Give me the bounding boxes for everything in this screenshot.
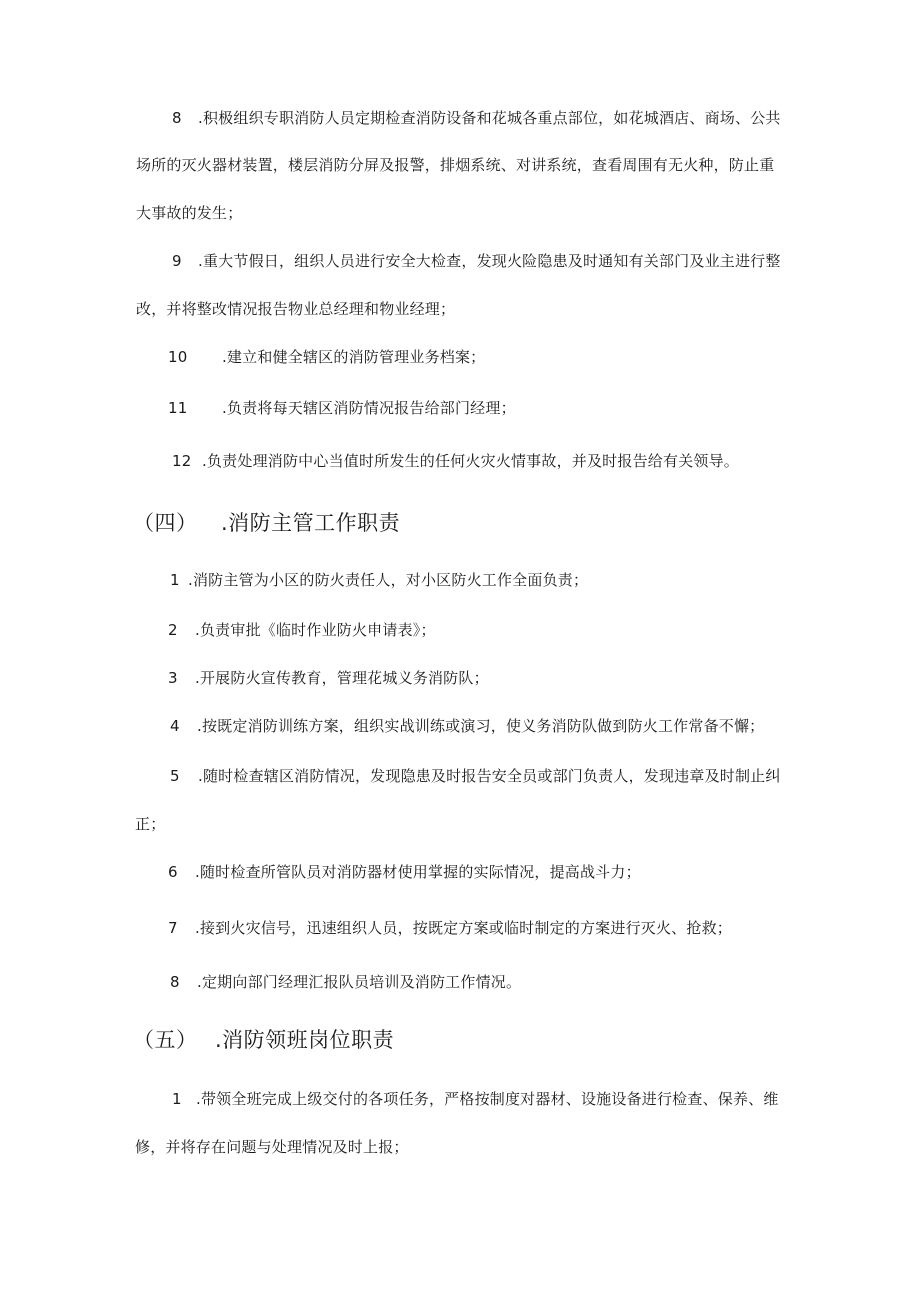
item-number: 1 bbox=[172, 1090, 182, 1108]
item-text: 修，并将存在问题与处理情况及时上报； bbox=[135, 1138, 409, 1156]
item-9-line-1 bbox=[172, 251, 781, 271]
s4-item-7 bbox=[168, 918, 732, 938]
section-5-heading bbox=[133, 1026, 394, 1054]
item-number: 3 bbox=[168, 669, 178, 687]
item-text: .负责处理消防中心当值时所发生的任何火灾火情事故，并及时报告给有关领导。 bbox=[202, 452, 739, 470]
item-number: 8 bbox=[172, 109, 182, 127]
item-number: 7 bbox=[168, 919, 178, 937]
item-number: 8 bbox=[170, 973, 180, 991]
item-text: 改，并将整改情况报告物业总经理和物业经理； bbox=[136, 300, 456, 318]
item-number: 11 bbox=[168, 399, 188, 417]
heading-title: .消防主管工作职责 bbox=[221, 511, 401, 535]
item-text: 大事故的发生； bbox=[136, 204, 243, 222]
s4-item-1 bbox=[170, 570, 588, 590]
item-8-line-3 bbox=[136, 203, 242, 223]
item-12-line-1 bbox=[172, 451, 739, 471]
item-10-line-1 bbox=[168, 347, 485, 367]
item-8-line-1 bbox=[172, 108, 781, 128]
item-text: .接到火灾信号，迅速组织人员，按既定方案或临时制定的方案进行灭火、抢救； bbox=[195, 919, 732, 937]
item-text: .负责审批《临时作业防火申请表》； bbox=[195, 621, 436, 639]
s4-item-8 bbox=[170, 972, 521, 992]
item-text: .按既定消防训练方案，组织实战训练或演习，使义务消防队做到防火工作常备不懈； bbox=[197, 717, 765, 735]
item-number: 5 bbox=[170, 767, 180, 785]
heading-number: （四） bbox=[133, 511, 198, 535]
item-number: 12 bbox=[172, 452, 192, 470]
item-text: .积极组织专职消防人员定期检查消防设备和花城各重点部位，如花城酒店、商场、公共 bbox=[198, 109, 781, 127]
item-text: .建立和健全辖区的消防管理业务档案； bbox=[222, 348, 486, 366]
item-text: 场所的灭火器材装置，楼层消防分屏及报警，排烟系统、对讲系统，查看周围有无火种，防止重 bbox=[136, 156, 775, 174]
item-number: 1 bbox=[170, 571, 180, 589]
item-text: .开展防火宣传教育，管理花城义务消防队； bbox=[195, 669, 489, 687]
item-8-line-2 bbox=[136, 155, 774, 175]
item-number: 2 bbox=[168, 621, 178, 639]
item-text: .定期向部门经理汇报队员培训及消防工作情况。 bbox=[197, 973, 522, 991]
item-number: 10 bbox=[168, 348, 188, 366]
s4-item-6 bbox=[168, 862, 641, 882]
heading-number: （五） bbox=[133, 1028, 198, 1052]
item-text: .带领全班完成上级交付的各项任务，严格按制度对器材、设施设备进行检查、保养、维 bbox=[196, 1090, 779, 1108]
item-text: 正； bbox=[135, 815, 166, 833]
s4-item-2 bbox=[168, 620, 436, 640]
section-4-heading bbox=[133, 509, 400, 537]
s4-item-5-line-2 bbox=[135, 814, 165, 834]
item-11-line-1 bbox=[168, 398, 516, 418]
s5-item-1-line-1 bbox=[172, 1089, 779, 1109]
s4-item-4 bbox=[170, 716, 764, 736]
item-text: .负责将每天辖区消防情况报告给部门经理； bbox=[222, 399, 516, 417]
item-text: .重大节假日，组织人员进行安全大检查，发现火险隐患及时通知有关部门及业主进行整 bbox=[198, 252, 781, 270]
item-text: .随时检查所管队员对消防器材使用掌握的实际情况，提高战斗力； bbox=[195, 863, 641, 881]
item-text: .消防主管为小区的防火责任人，对小区防火工作全面负责； bbox=[188, 571, 589, 589]
heading-title: .消防领班岗位职责 bbox=[215, 1028, 395, 1052]
item-number: 9 bbox=[172, 252, 182, 270]
s5-item-1-line-2 bbox=[135, 1137, 409, 1157]
s4-item-5-line-1 bbox=[170, 766, 781, 786]
item-9-line-2 bbox=[136, 299, 455, 319]
item-number: 6 bbox=[168, 863, 178, 881]
item-number: 4 bbox=[170, 717, 180, 735]
item-text: .随时检查辖区消防情况，发现隐患及时报告安全员或部门负责人，发现违章及时制止纠 bbox=[198, 767, 781, 785]
s4-item-3 bbox=[168, 668, 489, 688]
